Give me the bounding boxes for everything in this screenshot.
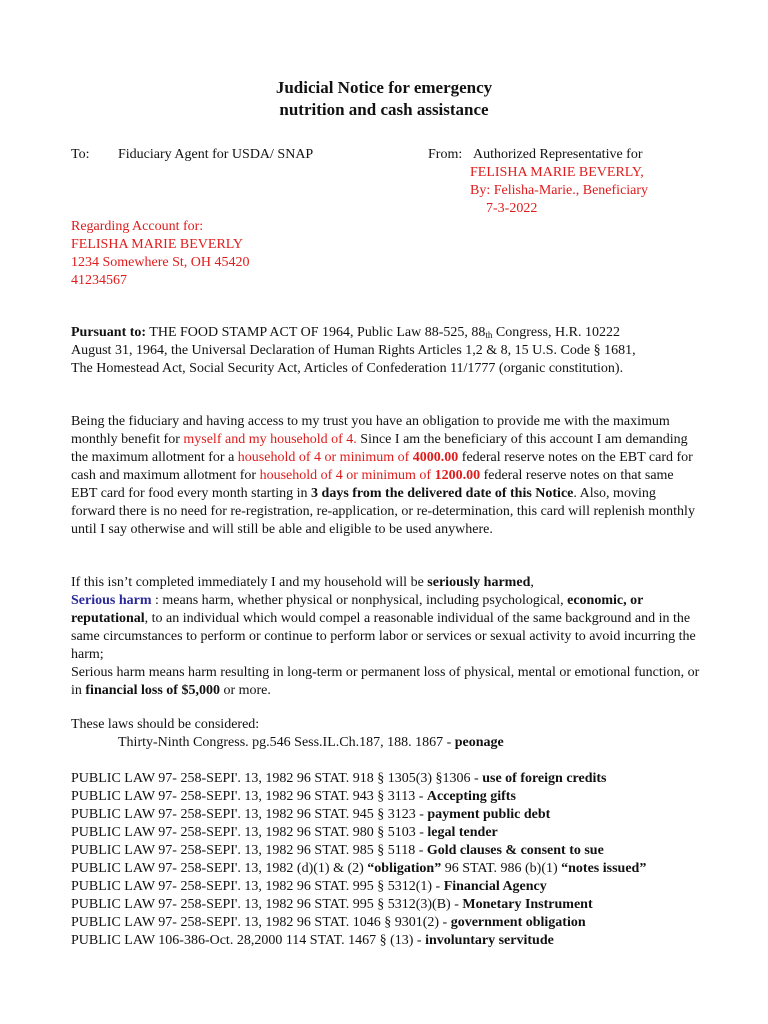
law-text: 96 STAT. 986 (b)(1) bbox=[441, 861, 562, 876]
law-subject: Financial Agency bbox=[443, 879, 547, 894]
laws-intro: These laws should be considered: bbox=[71, 717, 260, 732]
law-text: PUBLIC LAW 97- 258-SEPI'. 13, 1982 96 STAT. 980 § 5103 - bbox=[71, 825, 428, 840]
law-item bbox=[71, 896, 593, 914]
p1-cash-amount: 4000.00 bbox=[412, 450, 459, 465]
law-item bbox=[71, 914, 586, 932]
congress-text: Thirty-Ninth Congress. pg.546 Sess.IL.Ch.187, 188. 1867 - bbox=[118, 735, 455, 750]
harm-paragraph bbox=[71, 574, 701, 700]
document-title-line2: nutrition and cash assistance bbox=[279, 100, 489, 119]
p1-cash-household: household of 4 or minimum of bbox=[237, 450, 413, 465]
p2-seriously-harmed: seriously harmed bbox=[427, 575, 531, 590]
p2-text: Serious harm means harm resulting in long-term or permanent loss of physical, mental or emotional function, or in bbox=[71, 665, 700, 698]
law-subject: payment public debt bbox=[427, 807, 551, 822]
regarding-account: 41234567 bbox=[71, 273, 127, 288]
pursuant-line1 bbox=[71, 324, 620, 344]
law-subject: government obligation bbox=[450, 915, 586, 930]
p2-text: or more. bbox=[219, 683, 271, 698]
law-text: PUBLIC LAW 97- 258-SEPI'. 13, 1982 96 STAT. 995 § 5312(1) - bbox=[71, 879, 444, 894]
p1-text: Being the fiduciary and having access to my trust you have an obligation to provide me with the maximum monthly benefit for bbox=[71, 414, 670, 447]
law-text: PUBLIC LAW 97- 258-SEPI'. 13, 1982 96 STAT. 985 § 5118 - bbox=[71, 843, 427, 858]
from-line1: Authorized Representative for bbox=[473, 147, 643, 162]
law-text: PUBLIC LAW 97- 258-SEPI'. 13, 1982 96 STAT. 918 § 1305(3) §1306 - bbox=[71, 771, 483, 786]
p2-text: : means harm, whether physical or nonphysical, including psychological, bbox=[151, 593, 568, 608]
p1-text: federal reserve notes on that same EBT card for food every month starting in bbox=[71, 468, 674, 501]
law-text: PUBLIC LAW 97- 258-SEPI'. 13, 1982 (d)(1) & (2) bbox=[71, 861, 368, 876]
p2-financial-loss: financial loss of $5,000 bbox=[85, 683, 220, 698]
p1-text: Since I am the beneficiary of this account I am demanding the maximum allotment for a bbox=[71, 432, 688, 465]
pursuant-line3: The Homestead Act, Social Security Act, Articles of Confederation 11/1777 (organic constitution). bbox=[71, 361, 624, 376]
law-item bbox=[71, 860, 646, 878]
to-value: Fiduciary Agent for USDA/ SNAP bbox=[118, 147, 314, 162]
to-label: To: bbox=[71, 147, 90, 162]
law-subject: “notes issued” bbox=[561, 861, 647, 876]
p1-text: federal reserve notes on the EBT card for cash and maximum allotment for bbox=[71, 450, 693, 483]
law-text: PUBLIC LAW 97- 258-SEPI'. 13, 1982 96 STAT. 945 § 3123 - bbox=[71, 807, 428, 822]
from-name: FELISHA MARIE BEVERLY, bbox=[470, 165, 644, 180]
p2-economic: economic, or reputational bbox=[71, 593, 644, 626]
law-subject: use of foreign credits bbox=[482, 771, 607, 786]
p1-food-amount: 1200.00 bbox=[434, 468, 481, 483]
p2-text: , bbox=[530, 575, 534, 590]
p1-food-household: household of 4 or minimum of bbox=[259, 468, 435, 483]
p1-household: myself and my household of 4. bbox=[183, 432, 357, 447]
congress-bold: peonage bbox=[454, 735, 504, 750]
law-item bbox=[71, 842, 604, 860]
regarding-heading: Regarding Account for: bbox=[71, 219, 204, 234]
pursuant-sup: th bbox=[485, 330, 493, 340]
law-subject: legal tender bbox=[427, 825, 498, 840]
law-subject: Monetary Instrument bbox=[462, 897, 593, 912]
law-subject: “obligation” bbox=[367, 861, 442, 876]
regarding-address: 1234 Somewhere St, OH 45420 bbox=[71, 255, 250, 270]
congress-line bbox=[118, 734, 504, 752]
law-subject: Gold clauses & consent to sue bbox=[426, 843, 604, 858]
p2-text: , to an individual which would compel a reasonable individual of the same background and in the same circumstances to perform or continue to perform labor or services or sexual activity to avoid incurring the harm; bbox=[71, 611, 696, 662]
document-title-line1: Judicial Notice for emergency bbox=[275, 78, 493, 97]
p2-text: If this isn’t completed immediately I and my household will be bbox=[71, 575, 428, 590]
from-by: By: Felisha-Marie., Beneficiary bbox=[470, 183, 649, 198]
from-label: From: bbox=[428, 147, 463, 162]
p1-deadline: 3 days from the delivered date of this Notice bbox=[311, 486, 574, 501]
law-item bbox=[71, 878, 547, 896]
law-item bbox=[71, 788, 516, 806]
pursuant-label: Pursuant to: bbox=[71, 325, 147, 340]
law-item bbox=[71, 806, 550, 824]
law-text: PUBLIC LAW 97- 258-SEPI'. 13, 1982 96 STAT. 995 § 5312(3)(B) - bbox=[71, 897, 463, 912]
regarding-name: FELISHA MARIE BEVERLY bbox=[71, 237, 244, 252]
law-item bbox=[71, 932, 554, 950]
demand-paragraph bbox=[71, 413, 701, 539]
law-subject: involuntary servitude bbox=[425, 933, 554, 948]
law-subject: Accepting gifts bbox=[426, 789, 516, 804]
pursuant-line2: August 31, 1964, the Universal Declaration of Human Rights Articles 1,2 & 8, 15 U.S. Code § 1681, bbox=[71, 343, 636, 358]
pursuant-text1: THE FOOD STAMP ACT OF 1964, Public Law 88-525, 88 bbox=[146, 325, 486, 340]
pursuant-text2: Congress, H.R. 10222 bbox=[492, 325, 620, 340]
law-text: PUBLIC LAW 106-386-Oct. 28,2000 114 STAT. 1467 § (13) - bbox=[71, 933, 426, 948]
law-item bbox=[71, 824, 498, 842]
law-item bbox=[71, 770, 607, 788]
from-date: 7-3-2022 bbox=[486, 201, 538, 216]
serious-harm-term: Serious harm bbox=[71, 593, 152, 608]
p1-text: . Also, moving forward there is no need for re-registration, re-application, or re-determination, this card will replenish monthly until I say otherwise and will still be able and eligible to be used anywhere. bbox=[71, 486, 695, 537]
law-text: PUBLIC LAW 97- 258-SEPI'. 13, 1982 96 STAT. 943 § 3113 - bbox=[71, 789, 427, 804]
law-text: PUBLIC LAW 97- 258-SEPI'. 13, 1982 96 STAT. 1046 § 9301(2) - bbox=[71, 915, 451, 930]
